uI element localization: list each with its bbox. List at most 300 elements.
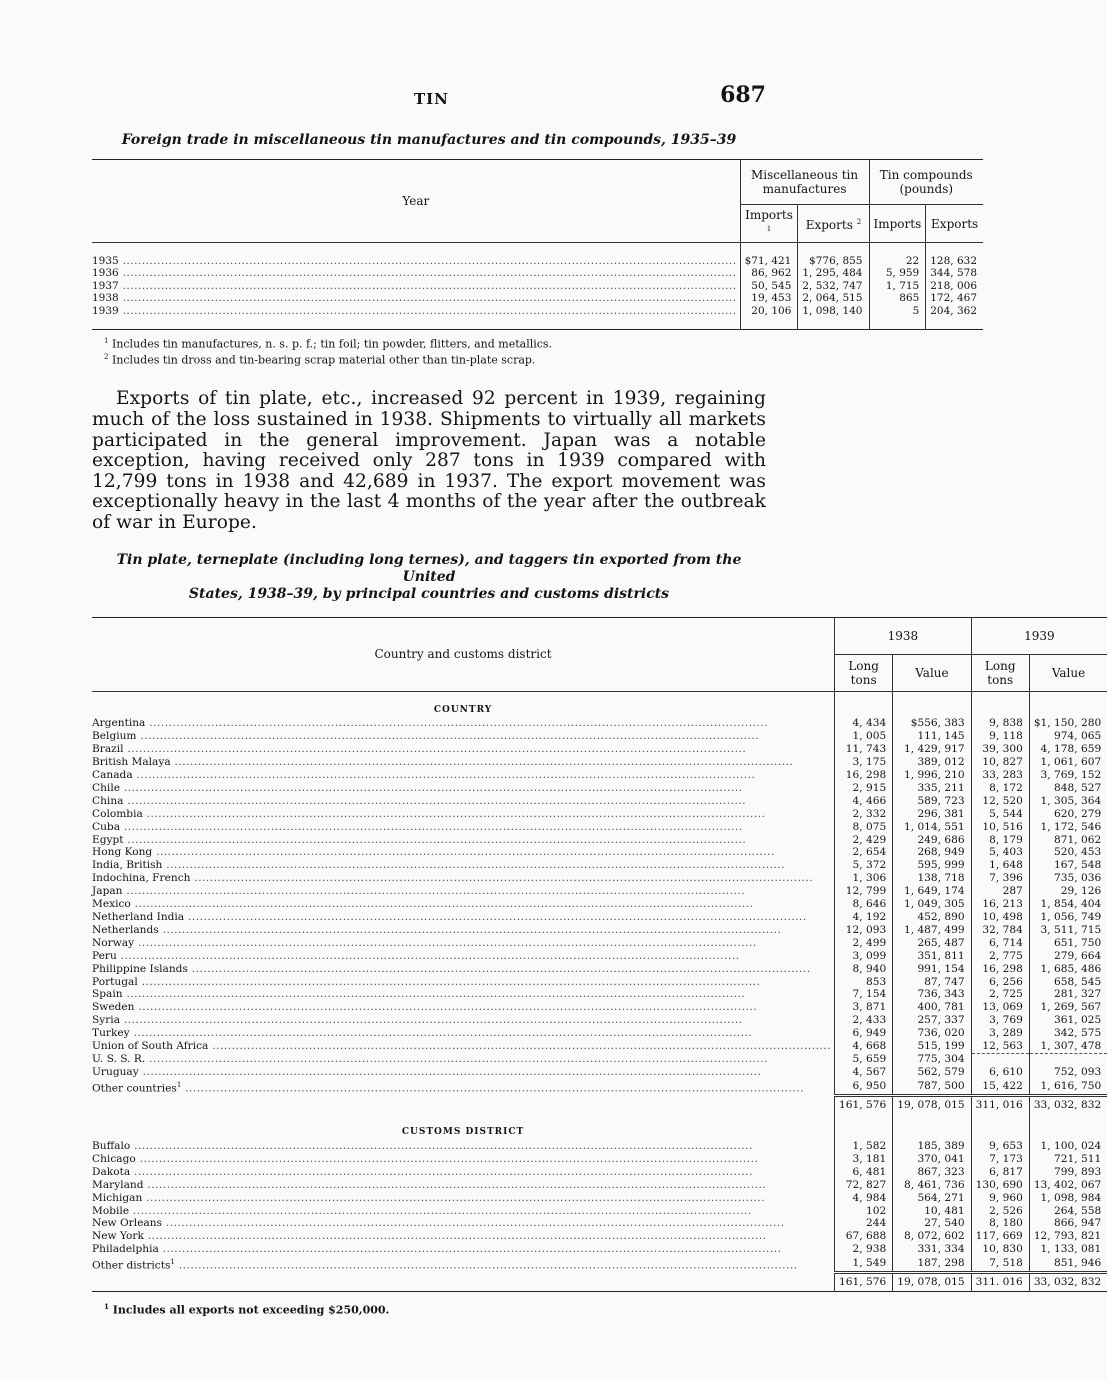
cell-long-tons-1939: 5, 403 — [971, 846, 1029, 859]
cell-long-tons-1939: 8, 179 — [971, 834, 1029, 847]
leader-dots: ................................................................................................................................................................ — [132, 769, 756, 782]
page-header — [92, 80, 766, 116]
cell-long-tons-1938: 2, 654 — [835, 846, 893, 859]
row-label — [92, 821, 835, 834]
cell-value-1939: 721, 511 — [1029, 1153, 1107, 1166]
cell-long-tons-1938: 5, 659 — [835, 1053, 893, 1066]
cell-long-tons-1939: 7, 518 — [971, 1256, 1029, 1272]
table-row — [92, 872, 1107, 885]
cell-long-tons-1939: 32, 784 — [971, 924, 1029, 937]
cell-misc-imports: 50, 545 — [740, 280, 798, 292]
cell-long-tons-1938: 2, 915 — [835, 782, 893, 795]
row-label-text: Peru — [92, 949, 117, 962]
row-label-text: Other districts — [92, 1259, 171, 1272]
row-label — [92, 267, 740, 279]
cell-value-1939: 4, 178, 659 — [1029, 743, 1107, 756]
cell-value-1939: 974, 065 — [1029, 730, 1107, 743]
cell-long-tons-1938: 3, 181 — [835, 1153, 893, 1166]
row-label — [92, 1230, 835, 1243]
row-label — [92, 1079, 835, 1095]
cell-misc-exports: 2, 532, 747 — [798, 280, 869, 292]
cell-comp-exports: 172, 467 — [926, 292, 983, 304]
table-row — [92, 1243, 1107, 1256]
leader-dots: ................................................................................................................................................................ — [181, 1082, 804, 1095]
leader-dots: ................................................................................................................................................................ — [130, 1165, 753, 1178]
cell-value-1939 — [1029, 1053, 1107, 1066]
cell-comp-exports: 204, 362 — [926, 305, 983, 330]
row-label — [92, 1179, 835, 1192]
cell-long-tons-1939: 3, 769 — [971, 1014, 1029, 1027]
table-row — [92, 1079, 1107, 1095]
cell-long-tons-1938: 8, 075 — [835, 821, 893, 834]
cell-long-tons-1938: 4, 434 — [835, 717, 893, 730]
leader-dots: ................................................................................................................................................................ — [130, 1140, 753, 1153]
row-label-text: Argentina — [92, 717, 146, 730]
country-total-row — [92, 1096, 1107, 1114]
leader-dots: ................................................................................................................................................................ — [116, 949, 740, 962]
cell-value-1939: 1, 269, 567 — [1029, 1001, 1107, 1014]
cell-misc-imports: $71, 421 — [740, 243, 798, 268]
cell-long-tons-1939: 8, 172 — [971, 782, 1029, 795]
cell-long-tons-1938: 12, 799 — [835, 885, 893, 898]
row-label-text: Buffalo — [92, 1140, 131, 1153]
col-comp-imports: Imports — [869, 205, 926, 243]
cell-long-tons-1939: 10, 827 — [971, 756, 1029, 769]
cell-long-tons-1939: 287 — [971, 885, 1029, 898]
row-label-text: Portugal — [92, 975, 138, 988]
row-label-text: Canada — [92, 769, 133, 782]
table-row — [92, 1014, 1107, 1027]
leader-dots: ................................................................................................................................................................ — [143, 1178, 767, 1191]
leader-dots: ................................................................................................................................................................ — [118, 292, 737, 305]
cell-value-1939: 1, 172, 546 — [1029, 821, 1107, 834]
cell-value-1939: 851, 946 — [1029, 1256, 1107, 1272]
cell-value-1938: 1, 014, 551 — [893, 821, 971, 834]
table1-notes — [92, 335, 766, 366]
total-value-1939: 33, 032, 832 — [1029, 1273, 1107, 1292]
cell-long-tons-1938: 12, 093 — [835, 924, 893, 937]
cell-value-1938: 775, 304 — [893, 1053, 971, 1066]
row-label-text: Egypt — [92, 833, 124, 846]
leader-dots: ................................................................................................................................................................ — [129, 1204, 752, 1217]
cell-value-1939: 651, 750 — [1029, 937, 1107, 950]
table-row — [92, 782, 1107, 795]
cell-value-1939: 1, 061, 607 — [1029, 756, 1107, 769]
row-label-text: 1935 — [92, 255, 119, 267]
row-label-text: China — [92, 794, 124, 807]
running-title: TIN — [414, 90, 449, 108]
leader-dots: ................................................................................................................................................................ — [120, 1014, 743, 1027]
cell-long-tons-1939: 10, 498 — [971, 911, 1029, 924]
cell-value-1938: 8, 072, 602 — [893, 1230, 971, 1243]
cell-value-1938: 1, 429, 917 — [893, 743, 971, 756]
cell-value-1938: 27, 540 — [893, 1217, 971, 1230]
row-label — [92, 1014, 835, 1027]
col-comp-exports: Exports — [926, 205, 983, 243]
cell-long-tons-1938: 7, 154 — [835, 988, 893, 1001]
cell-value-1939: 29, 126 — [1029, 885, 1107, 898]
row-label-text: Belgium — [92, 730, 137, 743]
total-value-1938: 19, 078, 015 — [893, 1096, 971, 1114]
page — [92, 80, 1102, 1317]
cell-value-1939: 735, 036 — [1029, 872, 1107, 885]
col-value-1939: Value — [1029, 654, 1107, 691]
row-label — [92, 937, 835, 950]
cell-value-1939: 1, 100, 024 — [1029, 1140, 1107, 1153]
section-country-label: COUNTRY — [433, 704, 493, 715]
leader-dots: ................................................................................................................................................................ — [137, 975, 761, 988]
table-row — [92, 1040, 1107, 1053]
cell-value-1938: 249, 686 — [893, 834, 971, 847]
leader-dots: ................................................................................................................................................................ — [158, 1243, 782, 1256]
cell-long-tons-1939: 6, 817 — [971, 1166, 1029, 1179]
row-label — [92, 1027, 835, 1040]
cell-comp-imports: 865 — [869, 292, 926, 304]
row-label — [92, 1153, 835, 1166]
cell-value-1938: 515, 199 — [893, 1040, 971, 1053]
body-paragraph: Exports of tin plate, etc., increased 92 percent in 1939, regaining much of the loss sustained in 1938. Shipments to virtually all markets participated in the general improvement. Japan was a notable exception, having received only 287 tons in 1939 compared with 12,799 tons in 1938 and 42,689 in 1937. The export movement was exceptionally heavy in the last 4 months of the year after the outbreak of war in Europe. — [92, 388, 766, 533]
empty-cell — [835, 691, 893, 717]
cell-long-tons-1939: 13, 069 — [971, 1001, 1029, 1014]
row-label — [92, 808, 835, 821]
col-year-header: Year — [92, 160, 740, 243]
empty-cell — [971, 1114, 1029, 1140]
table-row — [92, 1217, 1107, 1230]
leader-dots: ................................................................................................................................................................ — [162, 859, 786, 872]
cell-long-tons-1938: 16, 298 — [835, 769, 893, 782]
empty-cell — [893, 1114, 971, 1140]
leader-dots: ................................................................................................................................................................ — [123, 794, 747, 807]
cell-long-tons-1939: 6, 610 — [971, 1066, 1029, 1079]
cell-misc-exports: 1, 295, 484 — [798, 267, 869, 279]
cell-value-1938: 1, 649, 174 — [893, 885, 971, 898]
cell-long-tons-1938: 1, 549 — [835, 1256, 893, 1272]
cell-value-1939: 658, 545 — [1029, 976, 1107, 989]
row-label — [92, 769, 835, 782]
cell-long-tons-1938: 6, 949 — [835, 1027, 893, 1040]
row-label — [92, 305, 740, 330]
table-row — [92, 1256, 1107, 1272]
row-label-text: Turkey — [92, 1027, 130, 1040]
cell-long-tons-1938: 8, 940 — [835, 963, 893, 976]
row-label — [92, 950, 835, 963]
cell-value-1938: $556, 383 — [893, 717, 971, 730]
row-label-text: Chicago — [92, 1152, 136, 1165]
cell-misc-imports: 20, 106 — [740, 305, 798, 330]
leader-dots: ................................................................................................................................................................ — [138, 1066, 762, 1079]
table-row — [92, 730, 1107, 743]
leader-dots: ................................................................................................................................................................ — [145, 717, 769, 730]
row-label — [92, 976, 835, 989]
footnote-mark: 1 — [170, 1258, 175, 1267]
cell-long-tons-1939: 8, 180 — [971, 1217, 1029, 1230]
cell-value-1938: 187, 298 — [893, 1256, 971, 1272]
row-label-text: Syria — [92, 1014, 121, 1027]
leader-dots: ................................................................................................................................................................ — [123, 743, 747, 756]
cell-value-1938: 257, 337 — [893, 1014, 971, 1027]
cell-long-tons-1939: 7, 173 — [971, 1153, 1029, 1166]
table1-caption: Foreign trade in miscellaneous tin manufactures and tin compounds, 1935–39 — [121, 132, 737, 148]
row-label-text: Japan — [92, 885, 123, 898]
cell-long-tons-1939: 5, 544 — [971, 808, 1029, 821]
cell-comp-imports: 5, 959 — [869, 267, 926, 279]
cell-long-tons-1939: 6, 714 — [971, 937, 1029, 950]
cell-long-tons-1938: 67, 688 — [835, 1230, 893, 1243]
cell-comp-imports: 1, 715 — [869, 280, 926, 292]
cell-long-tons-1938: 5, 372 — [835, 859, 893, 872]
leader-dots: ................................................................................................................................................................ — [118, 304, 737, 317]
cell-value-1939: 12, 793, 821 — [1029, 1230, 1107, 1243]
cell-long-tons-1939: 10, 830 — [971, 1243, 1029, 1256]
row-label-text: Dakota — [92, 1165, 131, 1178]
cell-value-1938: 564, 271 — [893, 1192, 971, 1205]
row-label-text: Norway — [92, 936, 135, 949]
cell-long-tons-1939: 12, 520 — [971, 795, 1029, 808]
cell-long-tons-1938: 1, 306 — [835, 872, 893, 885]
cell-long-tons-1938: 6, 950 — [835, 1079, 893, 1095]
table-row — [92, 243, 983, 268]
cell-value-1938: 389, 012 — [893, 756, 971, 769]
table-row — [92, 834, 1107, 847]
section-customs-district-label: CUSTOMS DISTRICT — [401, 1127, 525, 1138]
leader-dots: ................................................................................................................................................................ — [142, 807, 766, 820]
col-country-header: Country and customs district — [92, 617, 835, 691]
leader-dots: ................................................................................................................................................................ — [190, 872, 814, 885]
cell-long-tons-1938: 6, 481 — [835, 1166, 893, 1179]
leader-dots: ................................................................................................................................................................ — [145, 1053, 768, 1066]
group-misc-header: Miscellaneous tin manufactures — [740, 160, 869, 205]
tin-trade-table — [92, 159, 983, 330]
cell-comp-imports: 5 — [869, 305, 926, 330]
cell-misc-exports: $776, 855 — [798, 243, 869, 268]
cell-value-1938: 111, 145 — [893, 730, 971, 743]
row-label — [92, 743, 835, 756]
cell-value-1939: 1, 305, 364 — [1029, 795, 1107, 808]
cell-value-1938: 400, 781 — [893, 1001, 971, 1014]
cell-long-tons-1938: 3, 099 — [835, 950, 893, 963]
leader-dots: ................................................................................................................................................................ — [161, 1217, 785, 1230]
cell-value-1938: 335, 211 — [893, 782, 971, 795]
cell-long-tons-1939: 2, 775 — [971, 950, 1029, 963]
cell-value-1939: 620, 279 — [1029, 808, 1107, 821]
col-long-tons-1939: Long tons — [971, 654, 1029, 691]
table-row — [92, 846, 1107, 859]
row-label — [92, 1066, 835, 1079]
cell-value-1938: 867, 323 — [893, 1166, 971, 1179]
cell-value-1938: 736, 343 — [893, 988, 971, 1001]
cell-long-tons-1939: 3, 289 — [971, 1027, 1029, 1040]
cell-long-tons-1938: 102 — [835, 1205, 893, 1218]
cell-value-1938: 185, 389 — [893, 1140, 971, 1153]
row-label — [92, 924, 835, 937]
cell-long-tons-1939 — [971, 1053, 1029, 1066]
cell-value-1939: 1, 307, 478 — [1029, 1040, 1107, 1053]
row-label — [92, 859, 835, 872]
cell-long-tons-1939: 9, 838 — [971, 717, 1029, 730]
table-row — [92, 963, 1107, 976]
cell-value-1939: 871, 062 — [1029, 834, 1107, 847]
table-row — [92, 717, 1107, 730]
section-customs-district — [92, 1114, 1107, 1140]
cell-value-1939: 848, 527 — [1029, 782, 1107, 795]
row-label — [92, 1256, 835, 1272]
cell-long-tons-1938: 72, 827 — [835, 1179, 893, 1192]
cell-long-tons-1938: 2, 938 — [835, 1243, 893, 1256]
cell-long-tons-1939: 33, 283 — [971, 769, 1029, 782]
note-1: $^1$ Includes tin manufactures, n. s. p. f.; tin foil; tin powder, flitters, and metallics. — [104, 337, 553, 351]
row-label — [92, 292, 740, 304]
cell-value-1938: 1, 996, 210 — [893, 769, 971, 782]
row-label-text: Netherland India — [92, 911, 185, 923]
cell-value-1939: 3, 511, 715 — [1029, 924, 1107, 937]
table-row — [92, 1230, 1107, 1243]
table-row — [92, 1153, 1107, 1166]
cell-long-tons-1939: 16, 298 — [971, 963, 1029, 976]
cell-value-1939: 1, 133, 081 — [1029, 1243, 1107, 1256]
table-row — [92, 885, 1107, 898]
row-label-text: Other countries — [92, 1082, 177, 1095]
total-long-tons-1938: 161, 576 — [835, 1273, 893, 1292]
cell-value-1939: 264, 558 — [1029, 1205, 1107, 1218]
cell-long-tons-1939: 12, 563 — [971, 1040, 1029, 1053]
cell-misc-exports: 1, 098, 140 — [798, 305, 869, 330]
leader-dots: ................................................................................................................................................................ — [174, 1259, 798, 1272]
row-label-text: Colombia — [92, 807, 143, 820]
section-country — [92, 691, 1107, 717]
empty-cell — [1029, 1114, 1107, 1140]
cell-long-tons-1938: 853 — [835, 976, 893, 989]
row-label — [92, 280, 740, 292]
row-label-text: Sweden — [92, 1001, 135, 1014]
row-label — [92, 1217, 835, 1230]
table2-body — [92, 691, 1107, 1292]
cell-value-1938: 370, 041 — [893, 1153, 971, 1166]
cell-long-tons-1938: 244 — [835, 1217, 893, 1230]
leader-dots: ................................................................................................................................................................ — [130, 898, 754, 911]
cell-long-tons-1939: 1, 648 — [971, 859, 1029, 872]
cell-value-1938: 331, 334 — [893, 1243, 971, 1256]
cell-value-1939: 279, 664 — [1029, 950, 1107, 963]
row-label — [92, 717, 835, 730]
leader-dots: ................................................................................................................................................................ — [123, 833, 747, 846]
table-row — [92, 924, 1107, 937]
leader-dots: ................................................................................................................................................................ — [152, 846, 775, 859]
cell-long-tons-1938: 4, 567 — [835, 1066, 893, 1079]
row-label-text: India, British — [92, 859, 163, 872]
cell-value-1939: 1, 098, 984 — [1029, 1192, 1107, 1205]
empty-cell — [1029, 691, 1107, 717]
cell-long-tons-1938: 8, 646 — [835, 898, 893, 911]
total-value-1938: 19, 078, 015 — [893, 1273, 971, 1292]
table-row — [92, 1140, 1107, 1153]
cell-long-tons-1939: 2, 725 — [971, 988, 1029, 1001]
cell-long-tons-1939: 15, 422 — [971, 1079, 1029, 1095]
table-row — [92, 795, 1107, 808]
cell-long-tons-1939: 10, 516 — [971, 821, 1029, 834]
table2-caption: Tin plate, terneplate (including long ternes), and taggers tin exported from the United States, 1938–39, by principal countries and customs districts — [116, 551, 742, 602]
cell-value-1939: 1, 854, 404 — [1029, 898, 1107, 911]
cell-long-tons-1938: 1, 582 — [835, 1140, 893, 1153]
row-label-text: Union of South Africa — [92, 1040, 209, 1053]
row-label-text: U. S. S. R. — [92, 1053, 146, 1066]
note-2: $^2$ Includes tin dross and tin-bearing scrap material other than tin-plate scrap. — [104, 352, 536, 367]
page-number: 687 — [720, 82, 766, 108]
row-label — [92, 834, 835, 847]
cell-value-1939: 1, 685, 486 — [1029, 963, 1107, 976]
table-row — [92, 1192, 1107, 1205]
leader-dots: ................................................................................................................................................................ — [129, 1027, 753, 1040]
cell-value-1938: 595, 999 — [893, 859, 971, 872]
table-row — [92, 859, 1107, 872]
cell-long-tons-1938: 4, 466 — [835, 795, 893, 808]
table-row — [92, 1053, 1107, 1066]
leader-dots: ................................................................................................................................................................ — [134, 936, 757, 949]
cell-value-1939: 342, 575 — [1029, 1027, 1107, 1040]
cell-comp-exports: 128, 632 — [926, 243, 983, 268]
table-row — [92, 1066, 1107, 1079]
empty-cell — [893, 691, 971, 717]
leader-dots: ................................................................................................................................................................ — [135, 1152, 759, 1165]
table-row — [92, 911, 1107, 924]
table-row — [92, 1179, 1107, 1192]
row-label-text: Hong Kong — [92, 846, 153, 859]
cell-value-1938: 8, 461, 736 — [893, 1179, 971, 1192]
cell-long-tons-1939: 6, 256 — [971, 976, 1029, 989]
row-label-text: Philippine Islands — [92, 962, 188, 975]
cell-value-1939: 1, 616, 750 — [1029, 1079, 1107, 1095]
row-label-text: Brazil — [92, 743, 124, 756]
row-label-text: British Malaya — [92, 756, 171, 769]
leader-dots: ................................................................................................................................................................ — [170, 756, 794, 769]
cell-value-1939: 866, 947 — [1029, 1217, 1107, 1230]
row-label — [92, 1166, 835, 1179]
cell-long-tons-1938: 11, 743 — [835, 743, 893, 756]
row-label-text: Mexico — [92, 898, 131, 911]
row-label — [92, 243, 740, 268]
table-row — [92, 1205, 1107, 1218]
table1-body — [92, 243, 983, 330]
row-label-text: Netherlands — [92, 923, 159, 936]
cell-value-1939: 361, 025 — [1029, 1014, 1107, 1027]
leader-dots: ................................................................................................................................................................ — [184, 911, 807, 923]
leader-dots: ................................................................................................................................................................ — [122, 988, 746, 1001]
table-row — [92, 808, 1107, 821]
leader-dots: ................................................................................................................................................................ — [119, 781, 743, 794]
cell-value-1938: 1, 049, 305 — [893, 898, 971, 911]
cell-value-1938: 589, 723 — [893, 795, 971, 808]
total-long-tons-1939: 311. 016 — [971, 1273, 1029, 1292]
row-label-text: 1937 — [92, 279, 119, 292]
cell-value-1939: 752, 093 — [1029, 1066, 1107, 1079]
cell-value-1938: 296, 381 — [893, 808, 971, 821]
total-label-cell — [92, 1273, 835, 1292]
leader-dots: ................................................................................................................................................................ — [187, 962, 811, 975]
row-label-text: Uruguay — [92, 1066, 139, 1079]
row-label — [92, 1192, 835, 1205]
cell-long-tons-1938: 2, 433 — [835, 1014, 893, 1027]
cell-long-tons-1939: 16, 213 — [971, 898, 1029, 911]
col-misc-exports: Exports $^2$ — [798, 205, 869, 243]
row-label-text: New York — [92, 1230, 144, 1243]
table2-footnote: $^1$ Includes all exports not exceeding $250,000. — [104, 1302, 390, 1317]
col-value-1938: Value — [893, 654, 971, 691]
table-row — [92, 267, 983, 279]
cell-comp-imports: 22 — [869, 243, 926, 268]
table-row — [92, 976, 1107, 989]
row-label-text: 1939 — [92, 304, 119, 317]
table-row — [92, 898, 1107, 911]
leader-dots: ................................................................................................................................................................ — [158, 923, 782, 936]
